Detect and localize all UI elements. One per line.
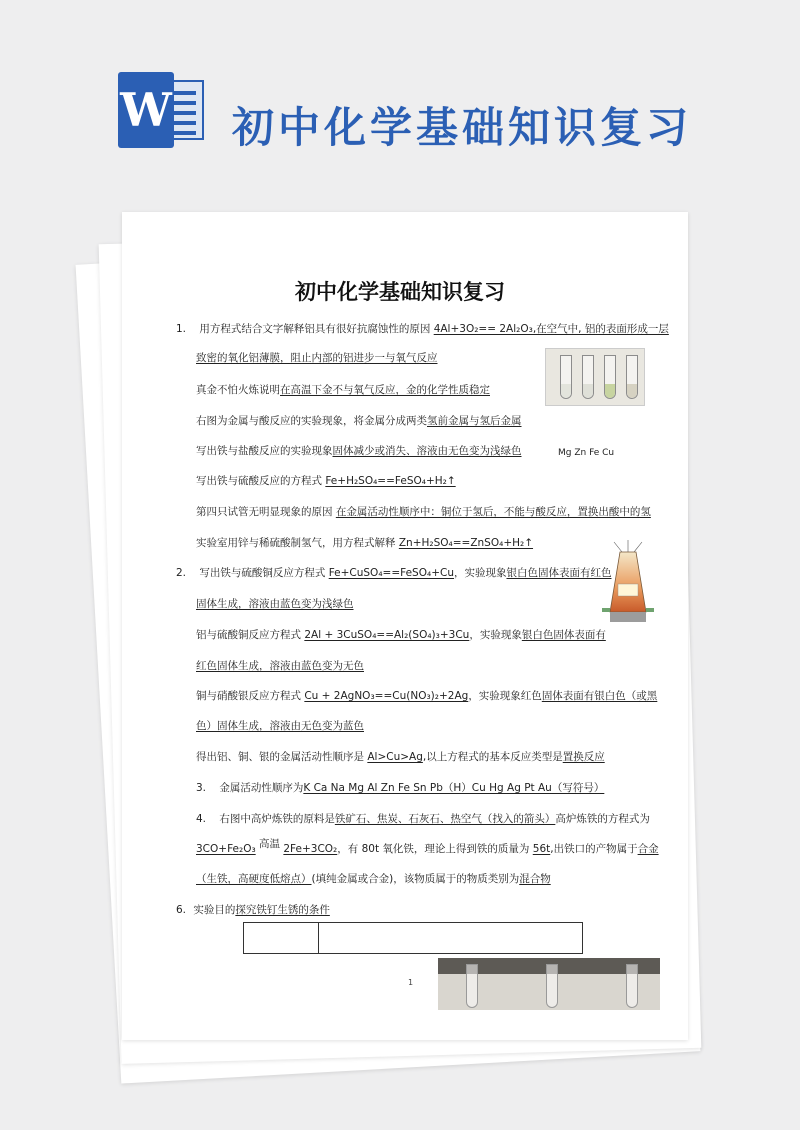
q2-type-answer: 置换反应 <box>562 751 605 763</box>
q4-mass-answer: 56t <box>532 843 551 855</box>
q1-classify-answer: 氢前金属与氢后金属 <box>427 415 522 427</box>
q1-reason-prompt: 第四只试管无明显现象的原因 <box>196 506 333 518</box>
q4-condition: 高温 <box>259 838 281 850</box>
banner-title: 初中化学基础知识复习 <box>232 103 693 152</box>
q6-number: 6. <box>176 904 187 916</box>
q4-alloy-answer: （生铁，高硬度低熔点） <box>196 873 312 885</box>
q1-hydrogen-prompt: 实验室用锌与稀硫酸制氢气，用方程式解释 <box>196 537 396 549</box>
q2-line-2: 固体生成，溶液由蓝色变为浅绿色 <box>196 598 354 610</box>
q2-number: 2. <box>176 567 187 579</box>
q4-class-prompt: (填纯金属或合金)，该物质属于的物质类别为 <box>311 873 520 885</box>
document-title: 初中化学基础知识复习 <box>295 280 505 304</box>
q4-product-answer: 合金 <box>637 843 659 855</box>
q1-line-4 <box>196 414 522 428</box>
q1-number: 1. <box>176 323 187 335</box>
iron-nail-rust-photo <box>438 958 660 1010</box>
q2-order-prompt: 得出铝、铜、银的金属活动性顺序是 <box>196 751 364 763</box>
page-number: 1 <box>408 978 414 987</box>
test-tube-icon <box>582 355 594 399</box>
q4-line-3 <box>196 872 551 886</box>
q2-cu-equation: Cu + 2AgNO₃==Cu(NO₃)₂+2Ag <box>304 690 469 702</box>
q4-equation-right: 2Fe+3CO₂ <box>283 843 338 855</box>
q2-cu-phenomenon: 固体表面有银白色（或黑 <box>541 690 658 702</box>
q1-equation-prompt: 写出铁与硫酸反应的方程式 <box>196 475 322 487</box>
q6-line <box>176 903 330 917</box>
word-document-icon <box>118 72 206 148</box>
q4-line-2 <box>196 838 659 856</box>
q2-line-1 <box>176 566 611 580</box>
q4-equation-left: 3CO+Fe₂O₃ <box>196 843 256 855</box>
q3-number: 3. <box>196 782 207 794</box>
q2-al-equation: 2Al + 3CuSO₄==Al₂(SO₄)₃+3Cu <box>304 629 470 641</box>
q1-gold-prompt: 真金不怕火炼说明 <box>196 384 280 396</box>
q4-prompt: 右图中高炉炼铁的原料是 <box>219 813 335 825</box>
q4-class-answer: 混合物 <box>519 873 551 885</box>
q4-line-1 <box>196 812 650 826</box>
q1-phenomenon-answer: 固体减少或消失、溶液由无色变为浅绿色 <box>332 445 522 457</box>
q2-fe-phenomenon: 银白色固体表面有红色 <box>506 567 612 579</box>
q2-fe-equation: Fe+CuSO₄==FeSO₄+Cu <box>328 567 454 579</box>
q1-line-1 <box>176 322 669 336</box>
q2-al-prompt: 铝与硫酸铜反应方程式 <box>196 629 301 641</box>
q4-materials-answer: 铁矿石、焦炭、石灰石、热空气（找入的箭头） <box>334 813 556 825</box>
test-tube-icon <box>466 964 478 1008</box>
test-tube-icon <box>560 355 572 399</box>
word-logo-letter: W <box>118 72 174 148</box>
q2-type-prompt: ,以上方程式的基本反应类型是 <box>422 751 563 763</box>
q1-line-8 <box>196 536 533 550</box>
table-column-divider <box>318 923 319 953</box>
q3-prompt: 金属活动性顺序为 <box>219 782 304 794</box>
metal-acid-test-tubes-photo <box>545 348 645 406</box>
q6-prompt: 实验目的 <box>193 904 236 916</box>
q2-cu-prompt: 铜与硝酸银反应方程式 <box>196 690 301 702</box>
q1-reason-answer: 在金属活动性顺序中：铜位于氢后，不能与酸反应，置换出酸中的氢 <box>335 506 651 518</box>
q1-classify-prompt: 右图为金属与酸反应的实验现象，将金属分成两类 <box>196 415 427 427</box>
q4-equation-prompt: 高炉炼铁的方程式为 <box>555 813 650 825</box>
q2-line-6: 色）固体生成，溶液由无色变为蓝色 <box>196 720 364 732</box>
q2-fe-prompt: 写出铁与硫酸铜反应方程式 <box>199 567 326 579</box>
q2-line-4: 红色固体生成，溶液由蓝色变为无色 <box>196 660 364 672</box>
q4-product-prompt: ,出铁口的产物属于 <box>550 843 638 855</box>
q1-prompt: 用方程式结合文字解释铝具有很好抗腐蚀性的原因 <box>199 323 431 335</box>
test-tube-icon <box>626 964 638 1008</box>
q1-line-5 <box>196 444 522 458</box>
q1-line-3 <box>196 383 490 397</box>
blast-furnace-icon <box>600 538 656 628</box>
q1-phenomenon-prompt: 写出铁与盐酸反应的实验现象 <box>196 445 333 457</box>
q2-order-answer: Al>Cu>Ag <box>367 751 423 763</box>
q1-hydrogen-answer: Zn+H₂SO₄==ZnSO₄+H₂↑ <box>398 537 534 549</box>
q2-al-phenomenon: 银白色固体表面有 <box>521 629 606 641</box>
q1-line-2: 致密的氧化铝薄膜，阻止内部的铝进步一与氧气反应 <box>196 352 438 364</box>
test-tube-icon <box>626 355 638 399</box>
q6-answer: 探究铁钉生锈的条件 <box>235 904 330 916</box>
blast-furnace-diagram <box>600 538 656 628</box>
q2-al-phenomenon-label: ，实验现象 <box>469 629 522 641</box>
q2-cu-phenomenon-label: ，实验现象红色 <box>468 690 542 702</box>
q4-number: 4. <box>196 813 207 825</box>
q2-line-5 <box>196 689 657 703</box>
q3-line <box>196 781 604 795</box>
q1-equation-answer: Fe+H₂SO₄==FeSO₄+H₂↑ <box>325 475 456 487</box>
q2-line-3 <box>196 628 606 642</box>
metals-labels: Mg Zn Fe Cu <box>558 448 615 458</box>
experiment-table <box>243 922 583 954</box>
q1-answer: 4Al+3O₂== 2Al₂O₃,在空气中, 铝的表面形成一层 <box>433 323 669 335</box>
q2-fe-phenomenon-label: ，实验现象 <box>453 567 507 579</box>
q1-line-7 <box>196 505 651 519</box>
q4-mass-prompt: ，有 80t 氧化铁，理论上得到铁的质量为 <box>337 843 530 855</box>
test-tube-icon <box>546 964 558 1008</box>
q1-gold-answer: 在高温下金不与氧气反应，金的化学性质稳定 <box>280 384 490 396</box>
test-tube-icon <box>604 355 616 399</box>
q3-answer: K Ca Na Mg Al Zn Fe Sn Pb（H）Cu Hg Ag Pt Au（写符号） <box>303 782 605 794</box>
banner <box>0 0 800 200</box>
q1-line-6 <box>196 474 456 488</box>
q2-line-7 <box>196 750 605 764</box>
